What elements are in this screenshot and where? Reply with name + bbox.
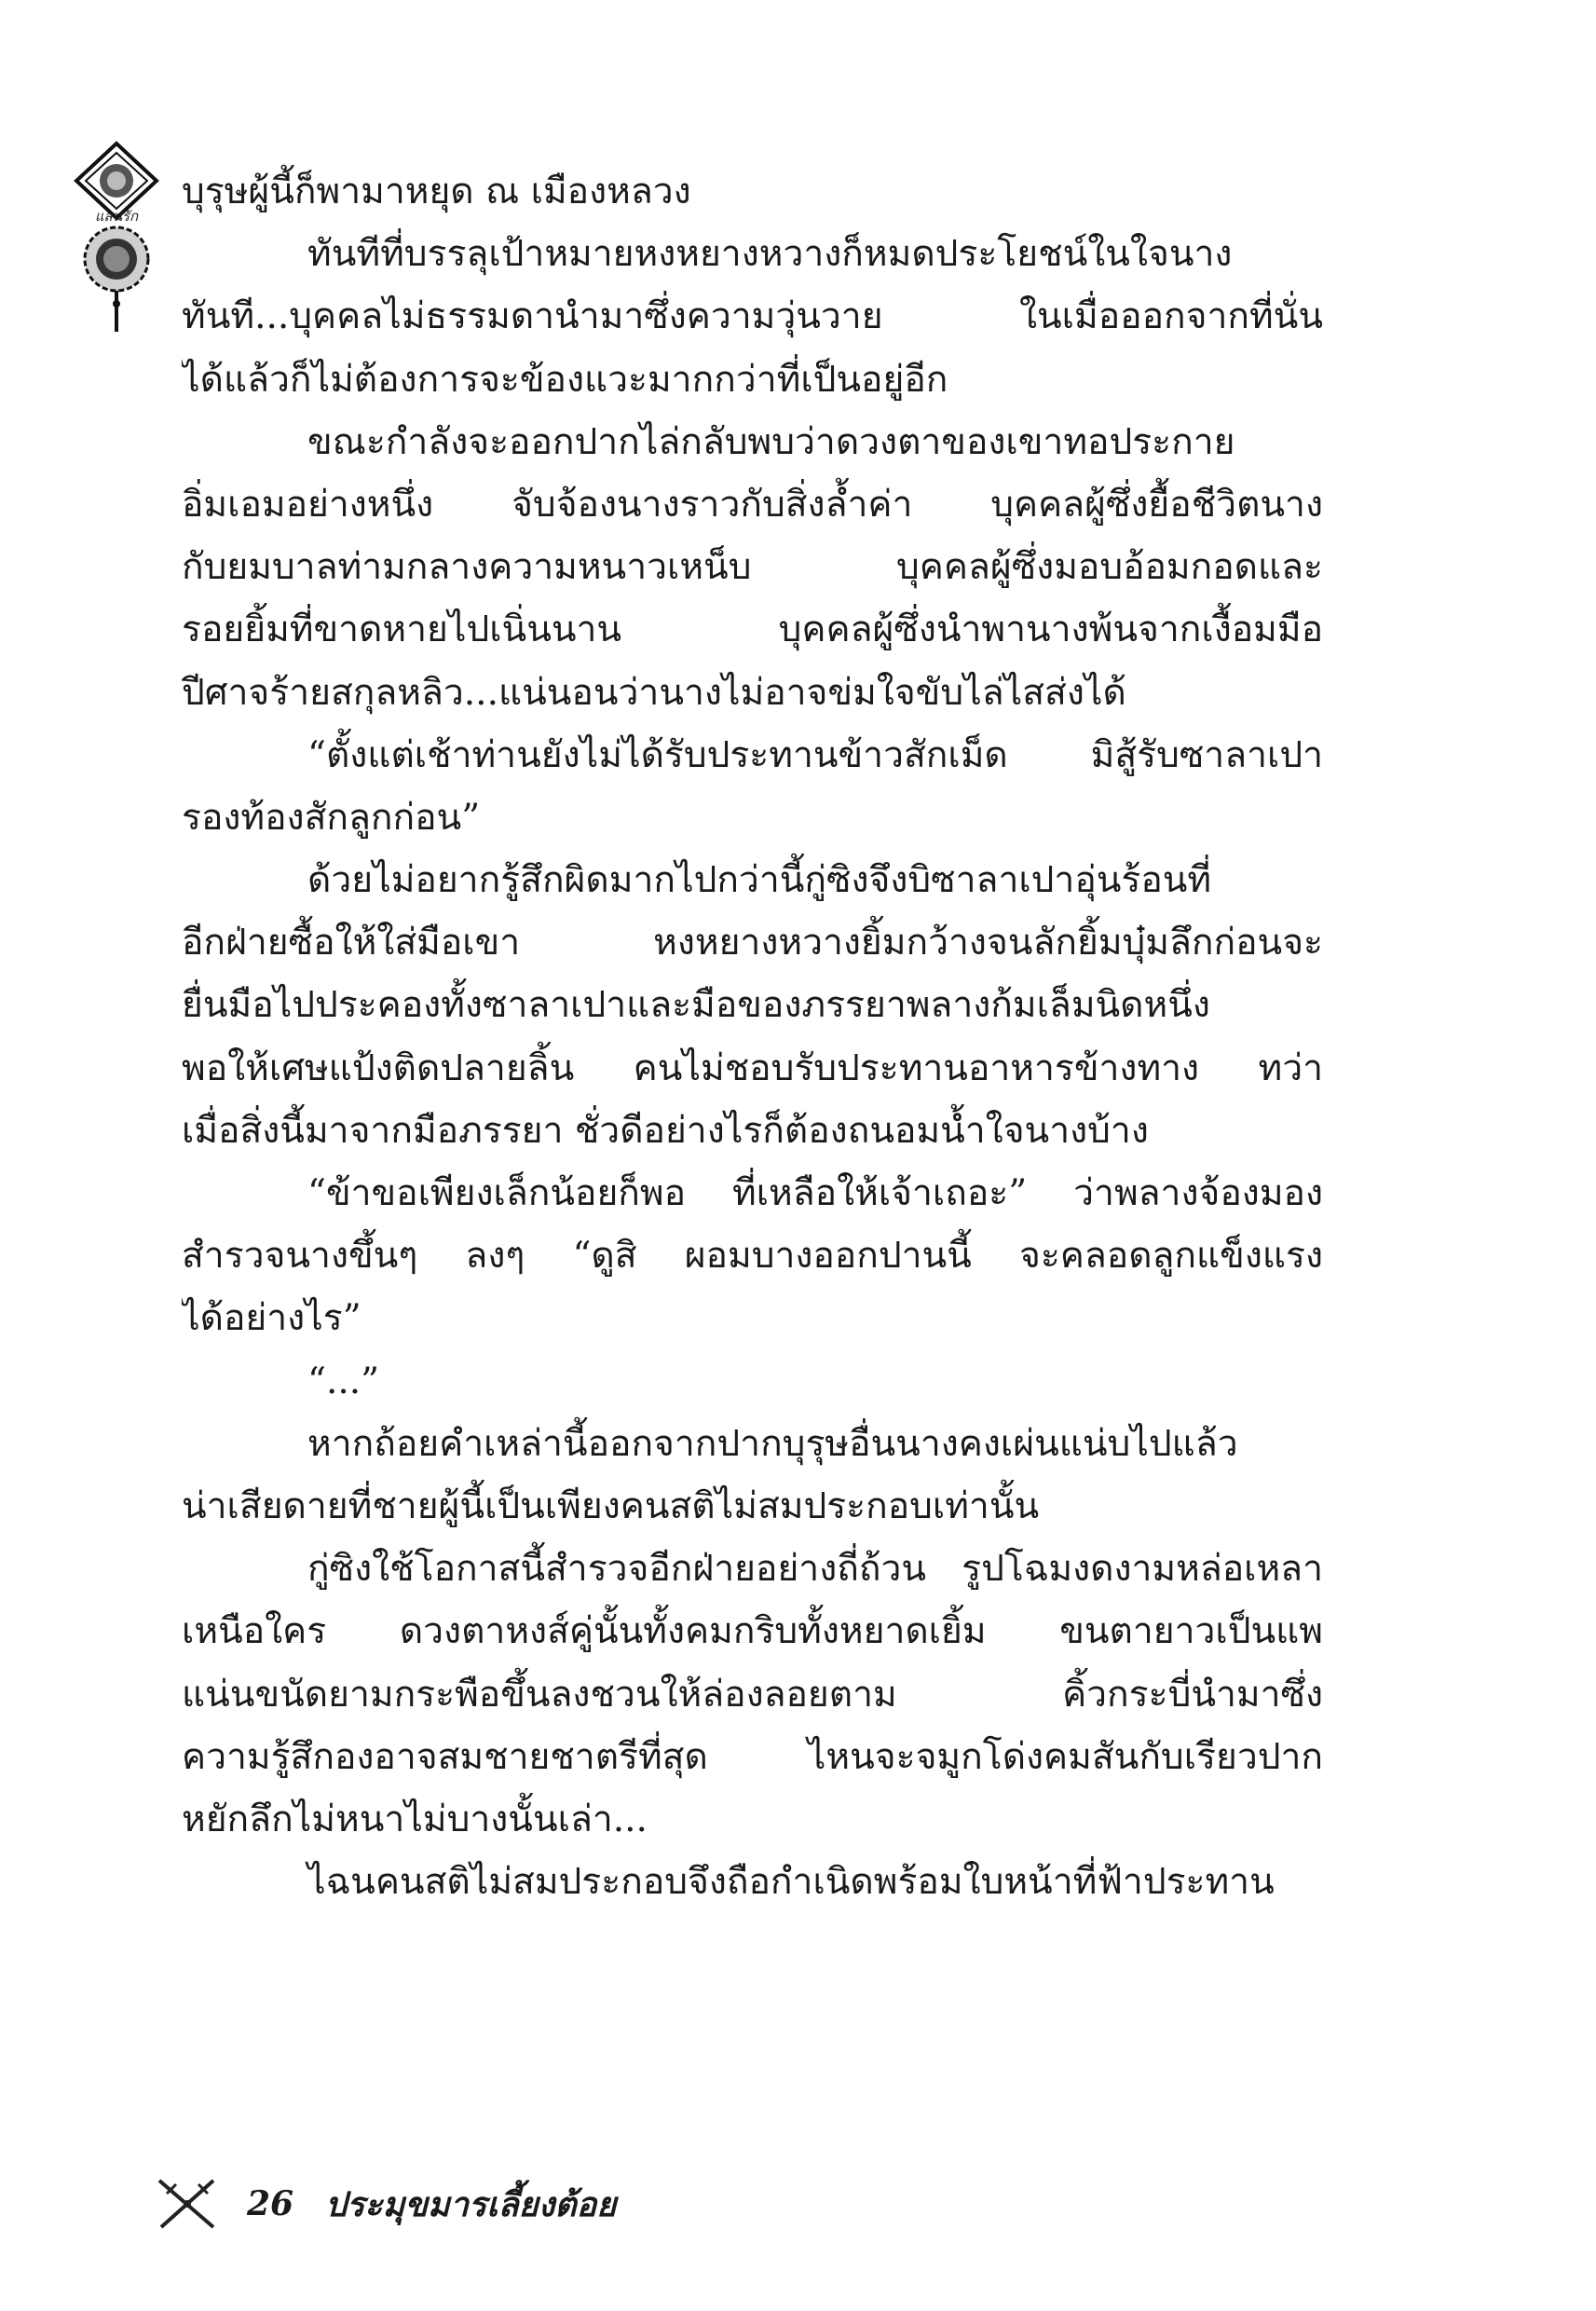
paragraph (182, 223, 1323, 411)
paragraph (182, 724, 1323, 849)
text-line: “ตั้งแต่เช้าท่านยังไม่ได้รับประทานข้าวสักเม็ด มิสู้รับซาลาเปา (307, 733, 1323, 776)
running-title: ประมุขมารเลี้ยงต้อย (325, 2185, 617, 2224)
text-line: กู่ซิงใช้โอกาสนี้สำรวจอีกฝ่ายอย่างถี่ถ้วน รูปโฉมงดงามหล่อเหลา (307, 1548, 1323, 1591)
text-line: ยื่นมือไปประคองทั้งซาลาเปาและมือของภรรยาพลางก้มเล็มนิดหนึ่ง (182, 984, 1210, 1027)
text-line: เหนือใคร ดวงตาหงส์คู่นั้นทั้งคมกริบทั้งหยาดเยิ้ม ขนตายาวเป็นแพ (182, 1610, 1323, 1653)
text-line: ได้แล้วก็ไม่ต้องการจะข้องแวะมากกว่าที่เป็นอยู่อีก (182, 358, 948, 401)
text-line: ด้วยไม่อยากรู้สึกผิดมากไปกว่านี้กู่ซิงจึงบิซาลาเปาอุ่นร้อนที่ (307, 859, 1212, 902)
text-line: แน่นขนัดยามกระพือขึ้นลงชวนให้ล่องลอยตาม คิ้วกระบี่นำมาซึ่ง (182, 1673, 1323, 1716)
text-line: อิ่มเอมอย่างหนึ่ง จับจ้องนางราวกับสิ่งล้ำค่า บุคคลผู้ซึ่งยื้อชีวิตนาง (182, 483, 1323, 526)
text-line: ไฉนคนสติไม่สมประกอบจึงถือกำเนิดพร้อมใบหน้าที่ฟ้าประทาน (307, 1861, 1275, 1904)
text-line: น่าเสียดายที่ชายผู้นี้เป็นเพียงคนสติไม่สมประกอบเท่านั้น (182, 1484, 1040, 1527)
paragraph (182, 849, 1323, 1162)
text-line: รองท้องสักลูกก่อน” (182, 796, 481, 839)
text-line: อีกฝ่ายซื้อให้ใส่มือเขา หงหยางหวางยิ้มกว้างจนลักยิ้มบุ๋มลึกก่อนจะ (182, 922, 1323, 964)
text-line: ได้อย่างไร” (182, 1297, 361, 1340)
paragraph (182, 411, 1323, 724)
publisher-logo-text: แสนรัก (94, 208, 139, 225)
text-line: “...” (307, 1360, 380, 1402)
text-line: ขณะกำลังจะออกปากไล่กลับพบว่าดวงตาของเขาทอประกาย (307, 420, 1235, 463)
page-number: 26 (247, 2184, 294, 2223)
paragraph (182, 1851, 1323, 1913)
page-footer (154, 2171, 616, 2236)
text-line: ทันทีที่บรรลุเป้าหมายหงหยางหวางก็หมดประโยชน์ในใจนาง (307, 233, 1233, 276)
text-line: รอยยิ้มที่ขาดหายไปเนิ่นนาน บุคคลผู้ซึ่งนำพานางพ้นจากเงื้อมมือ (182, 609, 1323, 651)
body-text (182, 160, 1323, 1913)
publisher-logo (65, 140, 168, 335)
paragraph (182, 1350, 1323, 1413)
text-line: พอให้เศษแป้งติดปลายลิ้น คนไม่ชอบรับประทานอาหารข้างทาง ทว่า (182, 1046, 1323, 1089)
paragraph (182, 1162, 1323, 1350)
text-line: บุรุษผู้นี้ก็พามาหยุด ณ เมืองหลวง (182, 171, 691, 212)
text-line: หยักลึกไม่หนาไม่บางนั้นเล่า... (182, 1798, 648, 1840)
text-line: ความรู้สึกองอาจสมชายชาตรีที่สุด ไหนจะจมูกโด่งคมสันกับเรียวปาก (182, 1735, 1323, 1778)
paragraph (182, 160, 1323, 223)
paragraph (182, 1413, 1323, 1538)
paragraph (182, 1538, 1323, 1851)
text-line: “ข้าขอเพียงเล็กน้อยก็พอ ที่เหลือให้เจ้าเถอะ” ว่าพลางจ้องมอง (307, 1172, 1323, 1214)
text-line: สำรวจนางขึ้นๆ ลงๆ “ดูสิ ผอมบางออกปานนี้ จะคลอดลูกแข็งแรง (182, 1235, 1323, 1278)
text-line: ทันที...บุคคลไม่ธรรมดานำมาซึ่งความวุ่นวาย ในเมื่อออกจากที่นั่น (182, 295, 1323, 338)
text-line: หากถ้อยคำเหล่านี้ออกจากปากบุรุษอื่นนางคงเผ่นแน่บไปแล้ว (307, 1422, 1238, 1465)
text-line: เมื่อสิ่งนี้มาจากมือภรรยา ชั่วดีอย่างไรก็ต้องถนอมน้ำใจนางบ้าง (182, 1109, 1149, 1152)
text-line: กับยมบาลท่ามกลางความหนาวเหน็บ บุคคลผู้ซึ่งมอบอ้อมกอดและ (182, 546, 1323, 589)
crossed-swords-icon (154, 2175, 221, 2233)
text-line: ปีศาจร้ายสกุลหลิว...แน่นอนว่านางไม่อาจข่มใจขับไล่ไสส่งได้ (182, 671, 1126, 714)
publisher-emblem-icon (65, 140, 168, 335)
